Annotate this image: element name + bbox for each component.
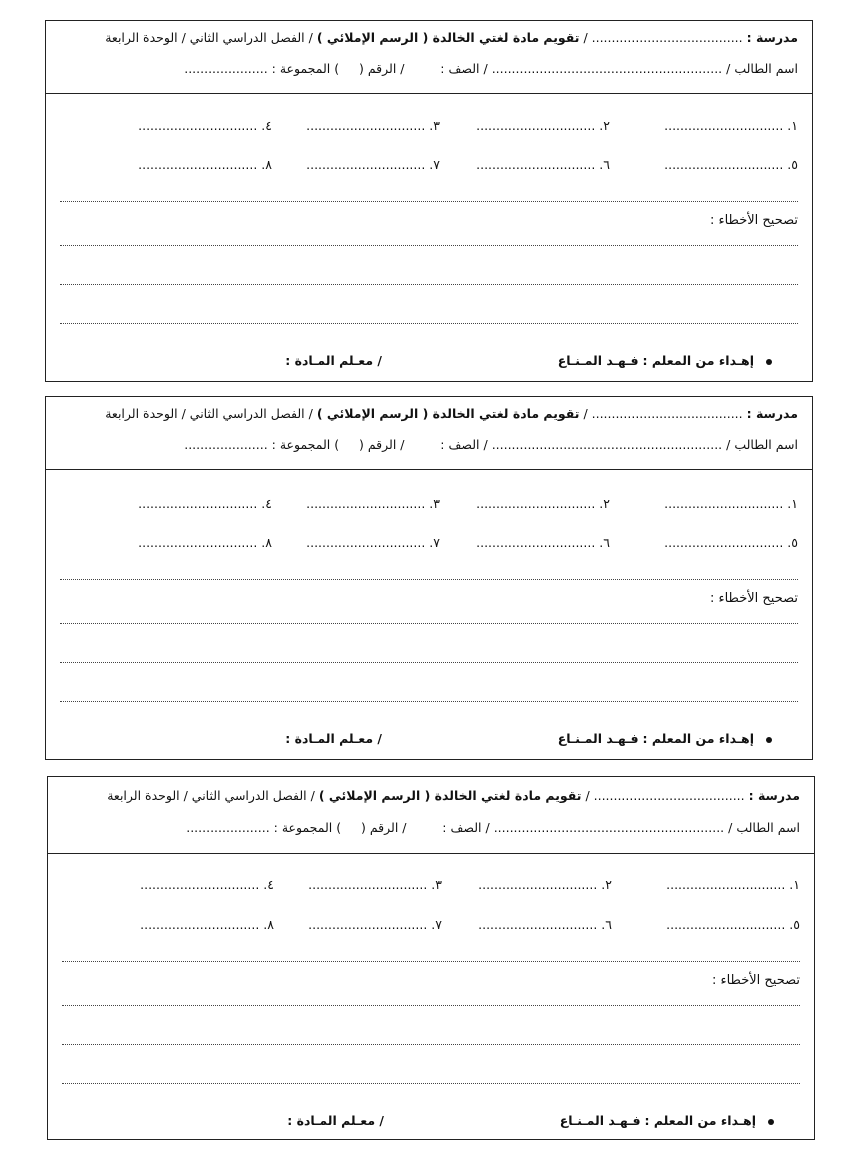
- correction-line-2[interactable]: [62, 1044, 800, 1045]
- evaluation-card-2: [45, 396, 813, 760]
- answer-5[interactable]: ٥. ..............................: [664, 535, 798, 550]
- subject-teacher: [287, 1113, 384, 1128]
- subject-title: تقويم مادة لغتي الخالدة ( الرسم الإملائي ): [318, 788, 582, 803]
- answer-2[interactable]: ٢. ..............................: [476, 496, 610, 511]
- footer-gift: [558, 353, 772, 368]
- divider-line: [62, 961, 800, 962]
- answer-8[interactable]: ٨. ..............................: [138, 535, 272, 550]
- semester-unit: / الفصل الدراسي الثاني / الوحدة الرابعة: [107, 788, 315, 803]
- header-line-2: [184, 61, 798, 76]
- school-field[interactable]: ...................................... /: [583, 406, 743, 421]
- answer-7[interactable]: ٧. ..............................: [308, 917, 442, 932]
- answer-7[interactable]: ٧. ..............................: [306, 157, 440, 172]
- evaluation-card-3: [47, 776, 815, 1140]
- answer-3[interactable]: ٣. ..............................: [306, 496, 440, 511]
- subject-title: تقويم مادة لغتي الخالدة ( الرسم الإملائي ): [316, 30, 580, 45]
- student-label: اسم الطالب: [734, 437, 798, 452]
- bullet-icon: [766, 359, 772, 365]
- answer-5[interactable]: ٥. ..............................: [666, 917, 800, 932]
- header-line-2: [186, 820, 800, 835]
- answer-5[interactable]: ٥. ..............................: [664, 157, 798, 172]
- divider-line: [60, 201, 798, 202]
- student-name-field[interactable]: / ..........................................................: [491, 437, 731, 452]
- answer-1[interactable]: ١. ..............................: [664, 496, 798, 511]
- number-label: / الرقم (: [358, 61, 405, 76]
- subject-teacher-label: / معـلم المـادة :: [285, 353, 382, 368]
- answer-2[interactable]: ٢. ..............................: [476, 118, 610, 133]
- header-line-2: [184, 437, 798, 452]
- gift-label: إهـداء من المعلم :: [644, 1113, 757, 1128]
- answer-6[interactable]: ٦. ..............................: [476, 157, 610, 172]
- bullet-icon: [768, 1119, 774, 1125]
- correction-line-3[interactable]: [60, 323, 798, 324]
- teacher-name: فـهـد المـنـاع: [559, 1113, 641, 1128]
- school-field[interactable]: ...................................... /: [583, 30, 743, 45]
- subject-title: تقويم مادة لغتي الخالدة ( الرسم الإملائي ): [316, 406, 580, 421]
- correction-label: تصحيح الأخطاء :: [711, 973, 800, 988]
- subject-teacher: [285, 353, 382, 368]
- answer-6[interactable]: ٦. ..............................: [478, 917, 612, 932]
- answer-4[interactable]: ٤. ..............................: [140, 877, 274, 892]
- subject-teacher-label: / معـلم المـادة :: [285, 731, 382, 746]
- header-line-1: [105, 406, 798, 421]
- divider-line: [60, 579, 798, 580]
- answer-8[interactable]: ٨. ..............................: [138, 157, 272, 172]
- bullet-icon: [766, 737, 772, 743]
- semester-unit: / الفصل الدراسي الثاني / الوحدة الرابعة: [105, 30, 313, 45]
- answer-1[interactable]: ١. ..............................: [666, 877, 800, 892]
- answer-3[interactable]: ٣. ..............................: [306, 118, 440, 133]
- correction-line-3[interactable]: [62, 1083, 800, 1084]
- answer-8[interactable]: ٨. ..............................: [140, 917, 274, 932]
- gift-label: إهـداء من المعلم :: [642, 353, 755, 368]
- correction-line-3[interactable]: [60, 701, 798, 702]
- answer-4[interactable]: ٤. ..............................: [138, 118, 272, 133]
- evaluation-card-1: [45, 20, 813, 382]
- number-label: / الرقم (: [358, 437, 405, 452]
- group-label: ) المجموعة : .....................: [184, 61, 340, 76]
- answer-3[interactable]: ٣. ..............................: [308, 877, 442, 892]
- student-name-field[interactable]: / ..........................................................: [491, 61, 731, 76]
- teacher-name: فـهـد المـنـاع: [557, 731, 639, 746]
- student-label: اسم الطالب: [734, 61, 798, 76]
- answer-1[interactable]: ١. ..............................: [664, 118, 798, 133]
- subject-teacher-label: / معـلم المـادة :: [287, 1113, 384, 1128]
- answer-2[interactable]: ٢. ..............................: [478, 877, 612, 892]
- gift-label: إهـداء من المعلم :: [642, 731, 755, 746]
- school-label: مدرسة :: [746, 406, 798, 421]
- class-label: / الصف :: [440, 61, 488, 76]
- subject-teacher: [285, 731, 382, 746]
- header-line-1: [107, 788, 800, 803]
- class-label: / الصف :: [440, 437, 488, 452]
- correction-line-1[interactable]: [60, 245, 798, 246]
- answer-6[interactable]: ٦. ..............................: [476, 535, 610, 550]
- student-label: اسم الطالب: [736, 820, 800, 835]
- answer-4[interactable]: ٤. ..............................: [138, 496, 272, 511]
- teacher-name: فـهـد المـنـاع: [557, 353, 639, 368]
- header-line-1: [105, 30, 798, 45]
- answer-7[interactable]: ٧. ..............................: [306, 535, 440, 550]
- school-field[interactable]: ...................................... /: [585, 788, 745, 803]
- school-label: مدرسة :: [748, 788, 800, 803]
- correction-line-1[interactable]: [60, 623, 798, 624]
- footer-gift: [560, 1113, 774, 1128]
- group-label: ) المجموعة : .....................: [186, 820, 342, 835]
- semester-unit: / الفصل الدراسي الثاني / الوحدة الرابعة: [105, 406, 313, 421]
- school-label: مدرسة :: [746, 30, 798, 45]
- number-label: / الرقم (: [360, 820, 407, 835]
- footer-gift: [558, 731, 772, 746]
- class-label: / الصف :: [442, 820, 490, 835]
- correction-line-2[interactable]: [60, 284, 798, 285]
- correction-line-2[interactable]: [60, 662, 798, 663]
- correction-label: تصحيح الأخطاء :: [709, 213, 798, 228]
- correction-label: تصحيح الأخطاء :: [709, 591, 798, 606]
- correction-line-1[interactable]: [62, 1005, 800, 1006]
- student-name-field[interactable]: / ..........................................................: [493, 820, 733, 835]
- group-label: ) المجموعة : .....................: [184, 437, 340, 452]
